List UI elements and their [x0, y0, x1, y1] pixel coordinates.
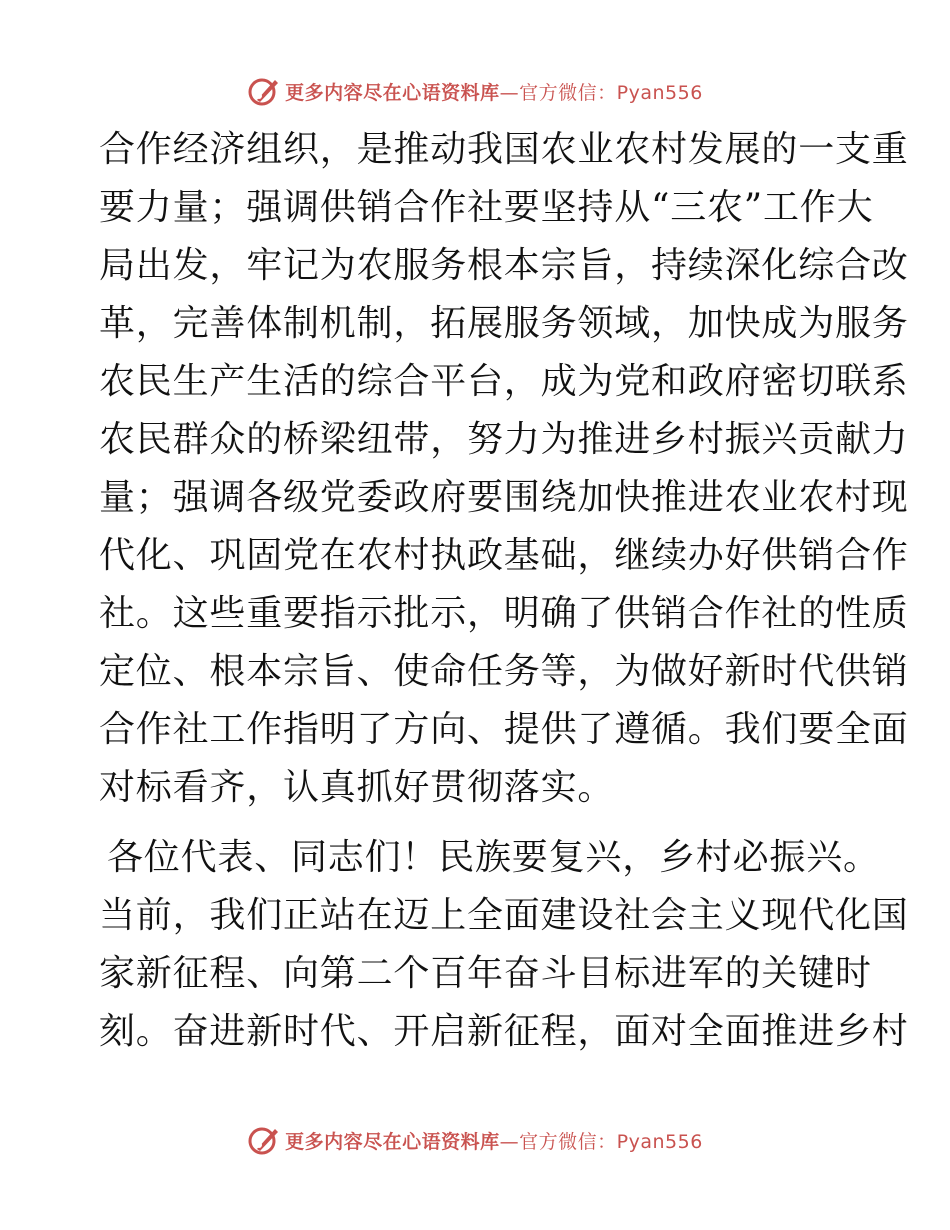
text-line: 代化、巩固党在农村执政基础，继续办好供销合作 [99, 535, 909, 576]
text-line: 合作经济组织，是推动我国农业农村发展的一支重 [99, 129, 909, 170]
paragraph-gap [99, 817, 849, 829]
text-line: 局出发，牢记为农服务根本宗旨，持续深化综合改 [99, 245, 909, 286]
paragraph-2 [99, 829, 909, 1061]
footer-banner-wechat: —官方微信：Pyan556 [499, 1130, 703, 1153]
text-line: 社。这些重要指示批示，明确了供销合作社的性质 [99, 593, 909, 634]
header-watermark-banner [0, 71, 950, 111]
text-line: 刻。奋进新时代、开启新征程，面对全面推进乡村 [99, 1011, 909, 1052]
footer-banner-brand: 更多内容尽在心语资料库 [285, 1130, 500, 1153]
text-line: 对标看齐，认真抓好贯彻落实。 [99, 767, 615, 808]
text-line: 家新征程、向第二个百年奋斗目标进军的关键时 [99, 953, 872, 994]
text-line: 革，完善体制机制，拓展服务领域，加快成为服务 [99, 303, 909, 344]
footer-banner-text [285, 1127, 703, 1154]
text-line: 各位代表、同志们！民族要复兴，乡村必振兴。 [107, 837, 880, 878]
quill-logo-icon [247, 74, 281, 108]
header-banner-text [285, 78, 703, 105]
document-body [99, 121, 909, 1061]
header-banner-wechat: —官方微信：Pyan556 [499, 81, 703, 104]
text-line: 农民生产生活的综合平台，成为党和政府密切联系 [99, 361, 909, 402]
text-line: 合作社工作指明了方向、提供了遵循。我们要全面 [99, 709, 909, 750]
header-banner-brand: 更多内容尽在心语资料库 [285, 81, 500, 104]
text-line: 定位、根本宗旨、使命任务等，为做好新时代供销 [99, 651, 909, 692]
text-line: 要力量；强调供销合作社要坚持从“三农”工作大 [99, 187, 874, 228]
paragraph-1 [99, 121, 909, 817]
text-line: 农民群众的桥梁纽带，努力为推进乡村振兴贡献力 [99, 419, 909, 460]
quill-logo-icon [247, 1123, 281, 1157]
text-line: 当前，我们正站在迈上全面建设社会主义现代化国 [99, 895, 909, 936]
footer-watermark-banner [0, 1120, 950, 1160]
text-line: 量；强调各级党委政府要围绕加快推进农业农村现 [99, 477, 909, 518]
